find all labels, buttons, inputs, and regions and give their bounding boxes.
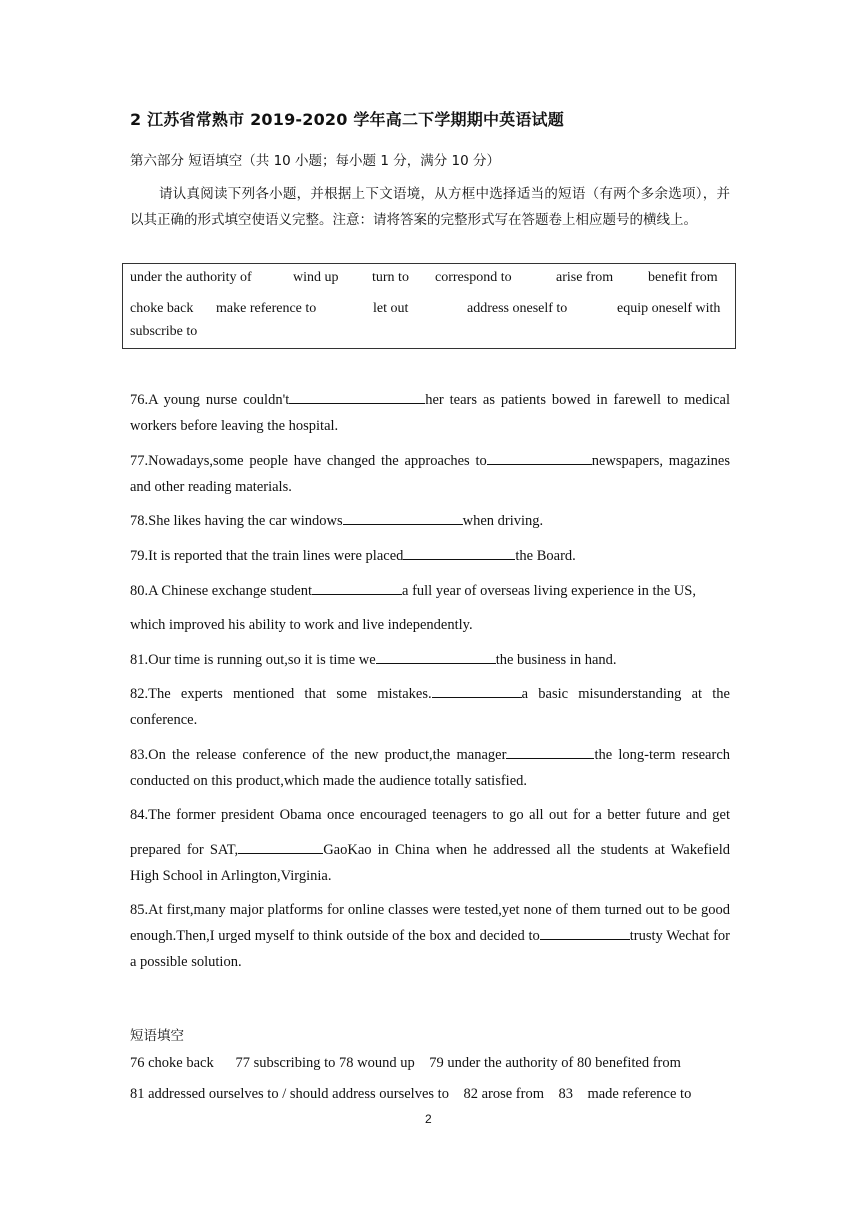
question-83 xyxy=(130,742,730,794)
answer-blank[interactable] xyxy=(289,389,425,404)
question-80-continued: which improved his ability to work and live independently. xyxy=(130,617,473,633)
answer-blank[interactable] xyxy=(506,744,594,759)
answers-heading: 短语填空 xyxy=(130,1028,184,1044)
answer-blank[interactable] xyxy=(238,839,323,854)
answer-blank[interactable] xyxy=(312,580,402,595)
answer-blank[interactable] xyxy=(376,649,496,664)
phrase-box xyxy=(122,263,736,349)
question-text: when driving. xyxy=(462,513,544,529)
phrase-item: address oneself to xyxy=(467,301,568,316)
exam-title: 2 江苏省常熟市 2019-2020 学年高二下学期期中英语试题 xyxy=(130,110,564,129)
question-text: the long-term research conducted on this product,which made the audience totally satisfied. xyxy=(130,747,731,789)
question-text: newspapers, magazines and other reading materials. xyxy=(130,453,730,495)
question-text: 83.On the release conference of the new product,the manager xyxy=(130,747,507,763)
question-80 xyxy=(130,578,730,604)
question-text: a full year of overseas living experience in the US, xyxy=(402,583,696,599)
question-text: the business in hand. xyxy=(495,652,617,668)
question-text: 78.She likes having the car windows xyxy=(130,513,343,529)
phrase-item: benefit from xyxy=(648,270,718,285)
phrase-item: under the authority of xyxy=(130,270,252,285)
question-77 xyxy=(130,448,730,500)
question-text: the Board. xyxy=(515,548,576,564)
question-78 xyxy=(130,508,730,534)
question-text: prepared for SAT, xyxy=(130,842,239,858)
answer-key-line: 81 addressed ourselves to / should address ourselves to 82 arose from 83 made reference to xyxy=(130,1086,692,1102)
question-text: 82.The experts mentioned that some mistakes. xyxy=(130,686,432,702)
question-82 xyxy=(130,681,730,733)
question-text: 85.At first,many major platforms for online classes were tested,yet none of them turned out to be good enough.Then,I urged myself to think outside of the box and decided to xyxy=(130,902,730,944)
question-text: 77.Nowadays,some people have changed the approaches to xyxy=(130,453,487,469)
phrase-item: subscribe to xyxy=(130,324,198,339)
question-text: 76.A young nurse couldn't xyxy=(130,392,290,408)
question-text: a basic misunderstanding at the conference. xyxy=(130,686,730,728)
page-number: 2 xyxy=(425,1112,432,1126)
question-79 xyxy=(130,543,730,569)
answer-blank[interactable] xyxy=(432,683,522,698)
question-text: her tears as patients bowed in farewell to medical workers before leaving the hospital. xyxy=(130,392,731,434)
question-81 xyxy=(130,647,730,673)
phrase-item: make reference to xyxy=(216,301,317,316)
phrase-item: equip oneself with xyxy=(617,301,721,316)
question-text: 79.It is reported that the train lines were placed xyxy=(130,548,404,564)
phrase-item: correspond to xyxy=(435,270,512,285)
answer-blank[interactable] xyxy=(487,450,592,465)
question-text: 80.A Chinese exchange student xyxy=(130,583,313,599)
question-text: 81.Our time is running out,so it is time we xyxy=(130,652,376,668)
phrase-item: turn to xyxy=(372,270,409,285)
phrase-item: arise from xyxy=(556,270,614,285)
answer-blank[interactable] xyxy=(540,925,630,940)
answer-key-line: 76 choke back 77 subscribing to 78 wound up 79 under the authority of 80 benefited from xyxy=(130,1055,681,1071)
answer-blank[interactable] xyxy=(403,545,515,560)
instructions-paragraph: 请认真阅读下列各小题，并根据上下文语境，从方框中选择适当的短语（有两个多余选项），并以其正确的形式填空使语义完整。注意：请将答案的完整形式写在答题卷上相应题号的横线上。 xyxy=(130,186,730,228)
phrase-item: choke back xyxy=(130,301,194,316)
phrase-item: wind up xyxy=(293,270,339,285)
section-heading: 第六部分 短语填空（共 10 小题；每小题 1 分，满分 10 分） xyxy=(130,153,500,169)
question-84: 84.The former president Obama once encouraged teenagers to go all out for a better future and get xyxy=(130,807,730,823)
phrase-item: let out xyxy=(373,301,409,316)
question-text: GaoKao in China when he addressed all the students at Wakefield High School in Arlington,Virginia. xyxy=(130,842,730,884)
question-76 xyxy=(130,387,730,439)
question-84-continued xyxy=(130,837,730,889)
question-85 xyxy=(130,897,730,975)
answer-blank[interactable] xyxy=(343,510,463,525)
question-text: trusty Wechat for a possible solution. xyxy=(130,928,730,970)
